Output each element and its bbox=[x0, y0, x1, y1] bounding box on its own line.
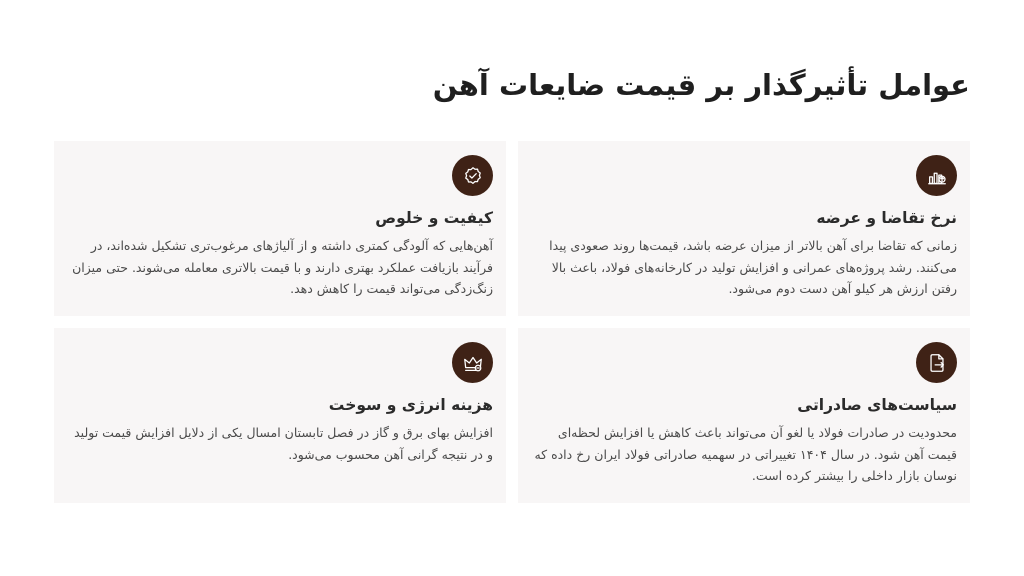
page-title: عوامل تأثیرگذار بر قیمت ضایعات آهن bbox=[432, 68, 970, 102]
card-description: زمانی که تقاضا برای آهن بالاتر از میزان عرضه باشد، قیمت‌ها روند صعودی پیدا می‌کنند. رشد پروژه‌های عمرانی و افزایش تولید در کارخانه‌های فولاد، باعث بالا رفتن ارزش هر کیلو آهن دست دوم می‌شود. bbox=[549, 238, 957, 296]
factor-card-supply-demand bbox=[518, 141, 970, 316]
factors-grid bbox=[54, 141, 970, 503]
card-title: هزینه انرژی و سوخت bbox=[328, 396, 493, 414]
card-title: سیاست‌های صادراتی bbox=[797, 396, 957, 414]
card-description: محدودیت در صادرات فولاد یا لغو آن می‌تواند باعث کاهش یا افزایش لحظه‌ای قیمت آهن شود. در سال ۱۴۰۴ تغییراتی در سهمیه صادراتی فولاد ایران رخ داده که نوسان بازار داخلی را بیشتر کرده است. bbox=[534, 425, 957, 483]
factor-card-energy-cost bbox=[54, 328, 506, 503]
card-description: آهن‌هایی که آلودگی کمتری داشته و از آلیاژهای مرغوب‌تری تشکیل شده‌اند، در فرآیند بازیافت عملکرد بهتری دارند و با قیمت بالاتری معامله می‌شوند. حتی میزان زنگ‌زدگی می‌تواند قیمت را کاهش دهد. bbox=[72, 238, 493, 296]
crown-cost-icon bbox=[452, 342, 493, 383]
card-title: نرخ تقاضا و عرضه bbox=[816, 209, 957, 227]
factor-card-quality bbox=[54, 141, 506, 316]
card-title: کیفیت و خلوص bbox=[375, 209, 493, 227]
quality-badge-icon bbox=[452, 155, 493, 196]
factor-card-export-policy bbox=[518, 328, 970, 503]
chart-growth-icon bbox=[916, 155, 957, 196]
card-description: افزایش بهای برق و گاز در فصل تابستان امسال یکی از دلایل افزایش قیمت تولید و در نتیجه گرانی آهن محسوب می‌شود. bbox=[74, 425, 493, 462]
document-export-icon bbox=[916, 342, 957, 383]
